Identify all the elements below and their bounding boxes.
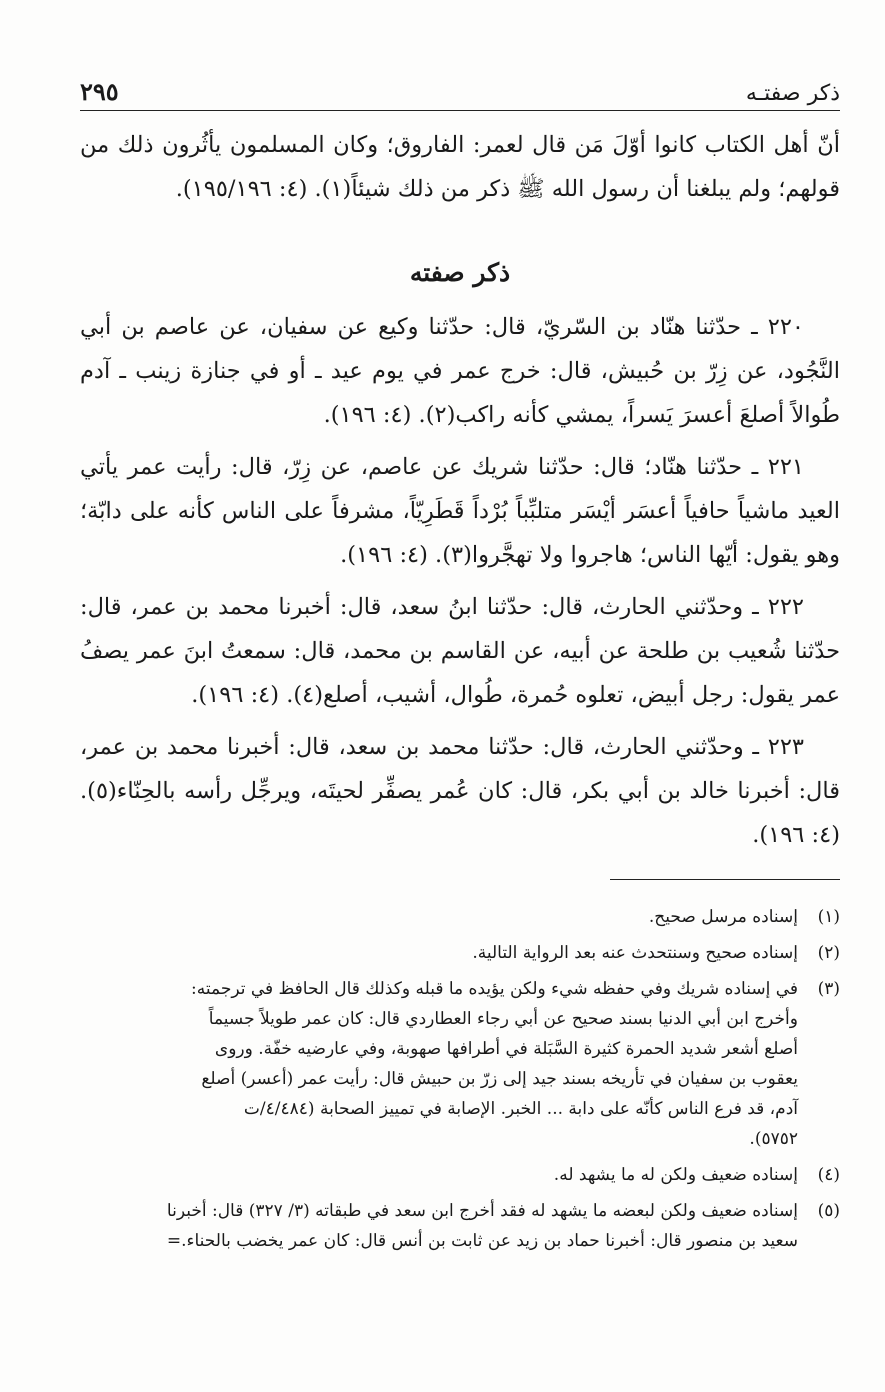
footnote-line: أصلع أشعر شديد الحمرة كثيرة السَّبَلة في أطرافها صهوبة، وفي عارضيه خفّة. وروى [214,1039,798,1059]
footnote-number: (١) [817,907,840,927]
page-header [80,66,840,111]
footnote-number: (٢) [817,943,840,963]
footnote-number: (٥) [817,1201,840,1221]
footnote-5 [80,1196,840,1256]
footnote-line: وأخرج ابن أبي الدنيا بسند صحيح عن أبي رجاء العطاردي قال: كان عمر طويلاً جسيماً [208,1009,798,1029]
footnote-number: (٤) [817,1165,840,1185]
page-number: ٢٩٥ [80,77,119,106]
footnote-line: إسناده ضعيف ولكن له ما يشهد له. [553,1165,798,1185]
footnote-text [80,902,798,932]
footnote-text [80,938,798,968]
footnote-line: يعقوب بن سفيان في تأريخه بسند جيد إلى زرّ بن حبيش قال: رأيت عمر (أعسر) أصلع [201,1069,798,1089]
footnote-text [80,1160,798,1190]
footnote-line: إسناده صحيح وسنتحدث عنه بعد الرواية التالية. [472,943,798,963]
body-text [80,123,840,857]
hadith-223: ٢٢٣ ـ وحدّثني الحارث، قال: حدّثنا محمد بن سعد، قال: أخبرنا محمد بن عمر، قال: أخبرنا خالد بن أبي بكر، قال: كان عُمر يصفِّر لحيتَه، ويرجِّل رأسه بالحِنّاء(٥). (٤: ١٩٦). [80,734,840,848]
hadith-222: ٢٢٢ ـ وحدّثني الحارث، قال: حدّثنا ابنُ سعد، قال: أخبرنا محمد بن عمر، قال: حدّثنا شُعيب بن طلحة عن أبيه، عن القاسم بن محمد، قال: سمعتُ ابنَ عمر يصفُ عمر يقول: رجل أبيض، تعلوه حُمرة، طُوال، أشيب، أصلع(٤). (٤: ١٩٦). [80,594,840,708]
footnote-divider [610,879,840,880]
section-heading: ذكر صفته [409,258,511,287]
intro-paragraph: أنّ أهل الكتاب كانوا أوّلَ مَن قال لعمر: الفاروق؛ وكان المسلمون يأثُرون ذلك من قولهم؛ ولم يبلغنا أن رسول الله ﷺ ذكر من ذلك شيئاً(١). (٤: ١٩٥/١٩٦). [80,132,840,202]
hadith-221: ٢٢١ ـ حدّثنا هنّاد؛ قال: حدّثنا شريك عن عاصم، عن زِرّ، قال: رأيت عمر يأتي العيد ماشياً حافياً أعسَر أيْسَر متلبِّباً بُرْداً قَطَرِيّاً، مشرفاً على الناس كأنه على دابّة؛ وهو يقول: أيّها الناس؛ هاجروا ولا تهجَّروا(٣). (٤: ١٩٦). [80,454,840,568]
footnote-3 [80,974,840,1154]
footnote-line: إسناده مرسل صحيح. [648,907,798,927]
footnote-line: آدم، قد فرع الناس كأنّه على دابة ... الخبر. الإصابة في تمييز الصحابة (٤/٤٨٤/ت [243,1099,798,1119]
running-title: ذكر صفتـه [745,81,840,106]
footnote-line: سعيد بن منصور قال: أخبرنا حماد بن زيد عن ثابت بن أنس قال: كان عمر يخضب بالحناء.= [166,1231,798,1251]
footnote-number: (٣) [817,979,840,999]
footnotes [80,902,840,1256]
footnote-text [80,1196,798,1256]
book-page [80,66,840,1262]
hadith-220: ٢٢٠ ـ حدّثنا هنّاد بن السّريّ، قال: حدّثنا وكيع عن سفيان، عن عاصم بن أبي النَّجُود، عن زِرّ بن حُبيش، قال: خرج عمر في يوم عيد ـ أو في جنازة زينب ـ آدم طُوالاً أصلعَ أعسرَ يَسراً، يمشي كأنه راكب(٢). (٤: ١٩٦). [80,314,840,428]
footnote-line: إسناده ضعيف ولكن لبعضه ما يشهد له فقد أخرج ابن سعد في طبقاته (٣/ ٣٢٧) قال: أخبرنا [166,1201,798,1221]
footnote-line: ٥٧٥٢). [749,1129,798,1149]
footnote-line: في إسناده شريك وفي حفظه شيء ولكن يؤيده ما قبله وكذلك قال الحافظ في ترجمته: [191,979,798,999]
footnote-text [80,974,798,1154]
footnote-2 [80,938,840,968]
footnote-4 [80,1160,840,1190]
footnote-1 [80,902,840,932]
